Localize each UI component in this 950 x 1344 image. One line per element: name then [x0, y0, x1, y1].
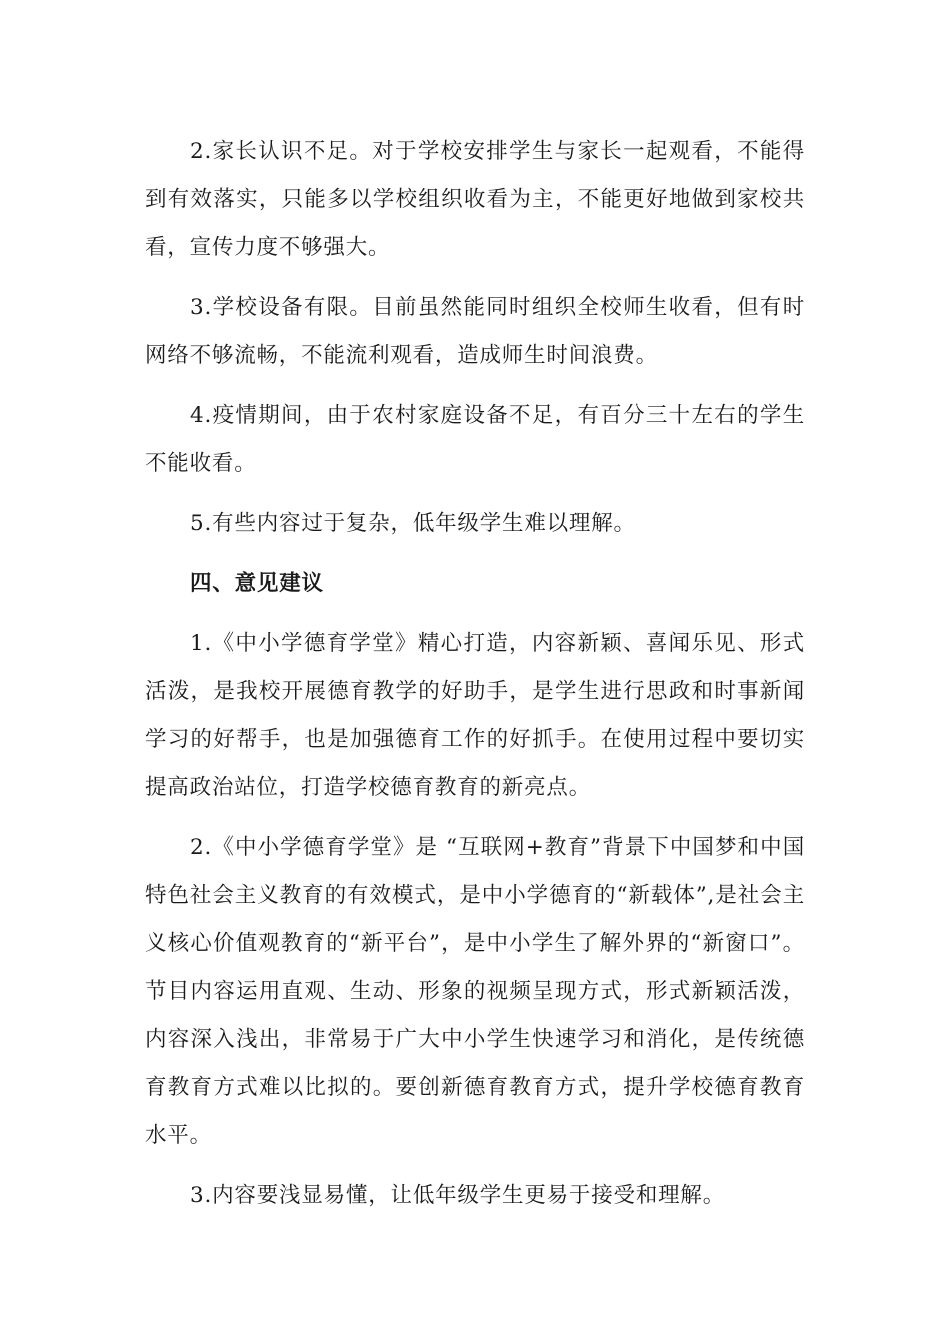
paragraph-content-complexity: 5.有些内容过于复杂，低年级学生难以理解。 [190, 511, 636, 536]
paragraph-suggestion-1: 1.《中小学德育学堂》精心打造，内容新颖、喜闻乐见、形式活泼，是我校开展德育教学的好助手，是学生进行思政和时事新闻学习的好帮手，也是加强德育工作的好抓手。在使用过程中要切实提高政治站位，打造学校德育教育的新亮点。 [145, 631, 805, 800]
paragraph-school-equipment: 3.学校设备有限。目前虽然能同时组织全校师生收看，但有时网络不够流畅，不能流利观看，造成师生时间浪费。 [145, 295, 805, 368]
paragraph-suggestion-2: 2.《中小学德育学堂》是 “互联网+教育”背景下中国梦和中国特色社会主义教育的有效模式，是中小学德育的“新载体”,是社会主义核心价值观教育的“新平台”，是中小学生了解外界的“新窗口”。节目内容运用直观、生动、形象的视频呈现方式，形式新颖活泼，内容深入浅出，非常易于广大中小学生快速学习和消化，是传统德育教育方式难以比拟的。要创新德育教育方式，提升学校德育教育水平。 [145, 835, 805, 1148]
paragraph-pandemic-equipment: 4.疫情期间，由于农村家庭设备不足，有百分三十左右的学生不能收看。 [145, 403, 805, 476]
section-heading-suggestions: 四、意见建议 [190, 571, 324, 596]
paragraph-suggestion-3: 3.内容要浅显易懂，让低年级学生更易于接受和理解。 [190, 1183, 726, 1208]
paragraph-parent-awareness: 2.家长认识不足。对于学校安排学生与家长一起观看，不能得到有效落实，只能多以学校组织收看为主，不能更好地做到家校共看，宣传力度不够强大。 [145, 139, 805, 260]
